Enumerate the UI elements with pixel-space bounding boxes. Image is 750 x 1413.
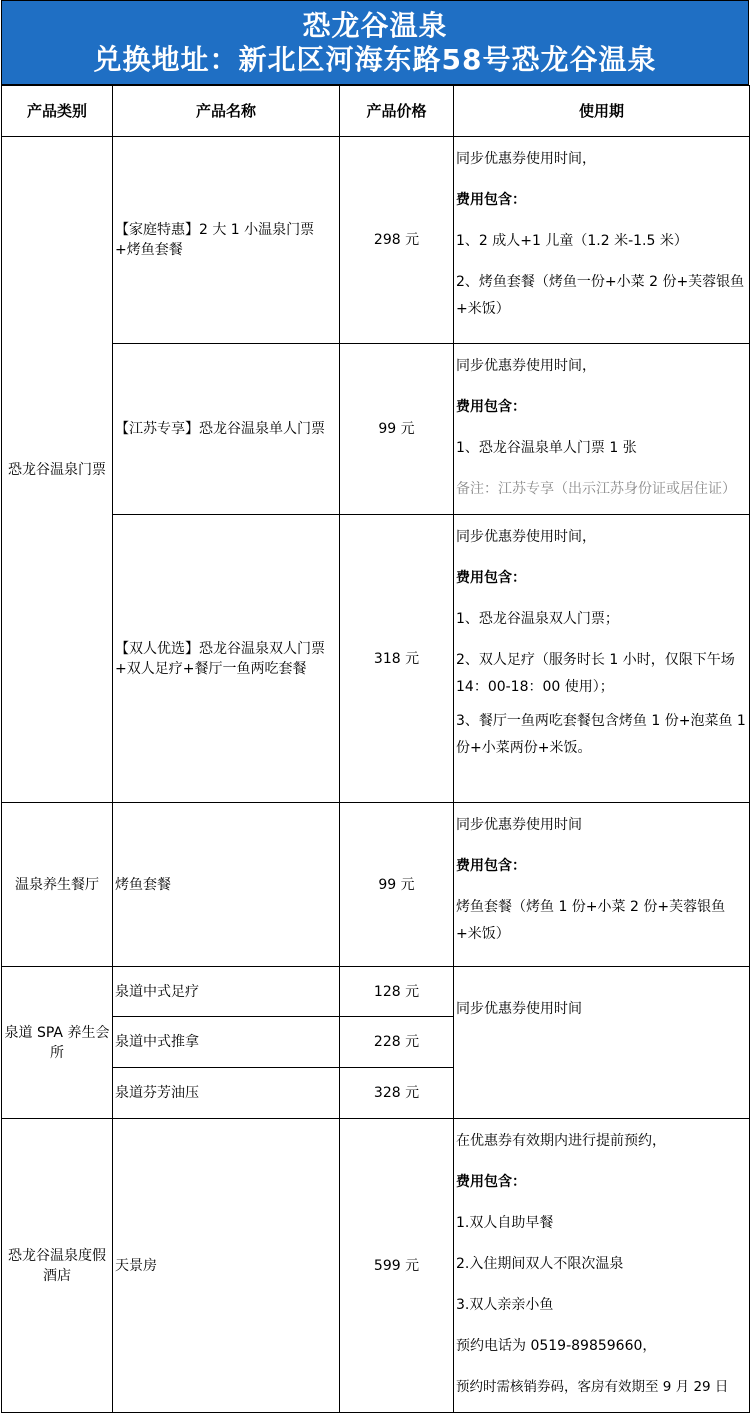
page-title: 恐龙谷温泉 bbox=[302, 8, 448, 42]
usage-line: 1、2 成人+1 儿童（1.2 米-1.5 米） bbox=[456, 233, 688, 249]
usage-line: 烤鱼套餐（烤鱼 1 份+小菜 2 份+芙蓉银鱼+米饭） bbox=[456, 899, 726, 942]
product-name: 泉道芬芳油压 bbox=[113, 1068, 340, 1119]
usage-cell bbox=[454, 515, 750, 803]
usage-cell bbox=[454, 137, 750, 344]
product-price: 99 元 bbox=[340, 344, 454, 515]
usage-line: 预约电话为 0519-89859660， bbox=[456, 1338, 657, 1354]
usage-line: 同步优惠券使用时间， bbox=[456, 358, 596, 374]
table-row bbox=[2, 1119, 750, 1413]
usage-fee-heading: 费用包含： bbox=[456, 399, 526, 415]
usage-line: 3、餐厅一鱼两吃套餐包含烤鱼 1 份+泡菜鱼 1 份+小菜两份+米饭。 bbox=[456, 713, 746, 756]
col-header-usage: 使用期 bbox=[454, 86, 750, 137]
category-cell: 恐龙谷温泉门票 bbox=[2, 137, 113, 803]
product-price: 228 元 bbox=[340, 1017, 454, 1068]
usage-line: 在优惠券有效期内进行提前预约， bbox=[456, 1133, 666, 1149]
table-row bbox=[2, 515, 750, 803]
usage-cell bbox=[454, 803, 750, 967]
exchange-address: 兑换地址：新北区河海东路58号恐龙谷温泉 bbox=[93, 42, 657, 76]
usage-fee-heading: 费用包含： bbox=[456, 1174, 526, 1190]
usage-line: 2、双人足疗（服务时长 1 小时，仅限下午场 14：00-18：00 使用）； bbox=[456, 652, 735, 695]
usage-fee-heading: 费用包含： bbox=[456, 570, 526, 586]
product-name: 【家庭特惠】2 大 1 小温泉门票+烤鱼套餐 bbox=[113, 137, 340, 344]
usage-line: 1、恐龙谷温泉双人门票； bbox=[456, 611, 619, 627]
table-row bbox=[2, 967, 750, 1017]
category-cell: 恐龙谷温泉度假酒店 bbox=[2, 1119, 113, 1413]
usage-line: 预约时需核销券码，客房有效期至 9 月 29 日 bbox=[456, 1379, 729, 1395]
usage-line: 3.双人亲亲小鱼 bbox=[456, 1297, 554, 1313]
product-price: 318 元 bbox=[340, 515, 454, 803]
usage-fee-heading: 费用包含： bbox=[456, 192, 526, 208]
product-name: 天景房 bbox=[113, 1119, 340, 1413]
usage-line: 1.双人自助早餐 bbox=[456, 1215, 554, 1231]
usage-line: 同步优惠券使用时间， bbox=[456, 151, 596, 167]
col-header-price: 产品价格 bbox=[340, 86, 454, 137]
usage-cell bbox=[454, 344, 750, 515]
table-row bbox=[2, 803, 750, 967]
product-name: 【江苏专享】恐龙谷温泉单人门票 bbox=[113, 344, 340, 515]
product-price: 328 元 bbox=[340, 1068, 454, 1119]
product-price: 599 元 bbox=[340, 1119, 454, 1413]
usage-line: 同步优惠券使用时间， bbox=[456, 529, 596, 545]
table-header-row bbox=[2, 86, 750, 137]
usage-cell bbox=[454, 967, 750, 1119]
usage-line: 同步优惠券使用时间 bbox=[456, 1001, 582, 1017]
product-price: 99 元 bbox=[340, 803, 454, 967]
product-name: 泉道中式足疗 bbox=[113, 967, 340, 1017]
usage-line: 1、恐龙谷温泉单人门票 1 张 bbox=[456, 440, 637, 456]
product-table bbox=[1, 85, 750, 1413]
product-price: 128 元 bbox=[340, 967, 454, 1017]
category-cell: 温泉养生餐厅 bbox=[2, 803, 113, 967]
product-price: 298 元 bbox=[340, 137, 454, 344]
page-header bbox=[1, 0, 749, 85]
usage-note: 备注：江苏专享（出示江苏身份证或居住证） bbox=[456, 481, 736, 497]
col-header-category: 产品类别 bbox=[2, 86, 113, 137]
table-row bbox=[2, 344, 750, 515]
usage-line: 2、烤鱼套餐（烤鱼一份+小菜 2 份+芙蓉银鱼+米饭） bbox=[456, 274, 745, 317]
product-name: 烤鱼套餐 bbox=[113, 803, 340, 967]
usage-line: 2.入住期间双人不限次温泉 bbox=[456, 1256, 624, 1272]
usage-line: 同步优惠券使用时间 bbox=[456, 817, 582, 833]
product-name: 【双人优选】恐龙谷温泉双人门票+双人足疗+餐厅一鱼两吃套餐 bbox=[113, 515, 340, 803]
table-row bbox=[2, 137, 750, 344]
category-cell: 泉道 SPA 养生会所 bbox=[2, 967, 113, 1119]
usage-fee-heading: 费用包含： bbox=[456, 858, 526, 874]
usage-cell bbox=[454, 1119, 750, 1413]
product-name: 泉道中式推拿 bbox=[113, 1017, 340, 1068]
col-header-name: 产品名称 bbox=[113, 86, 340, 137]
